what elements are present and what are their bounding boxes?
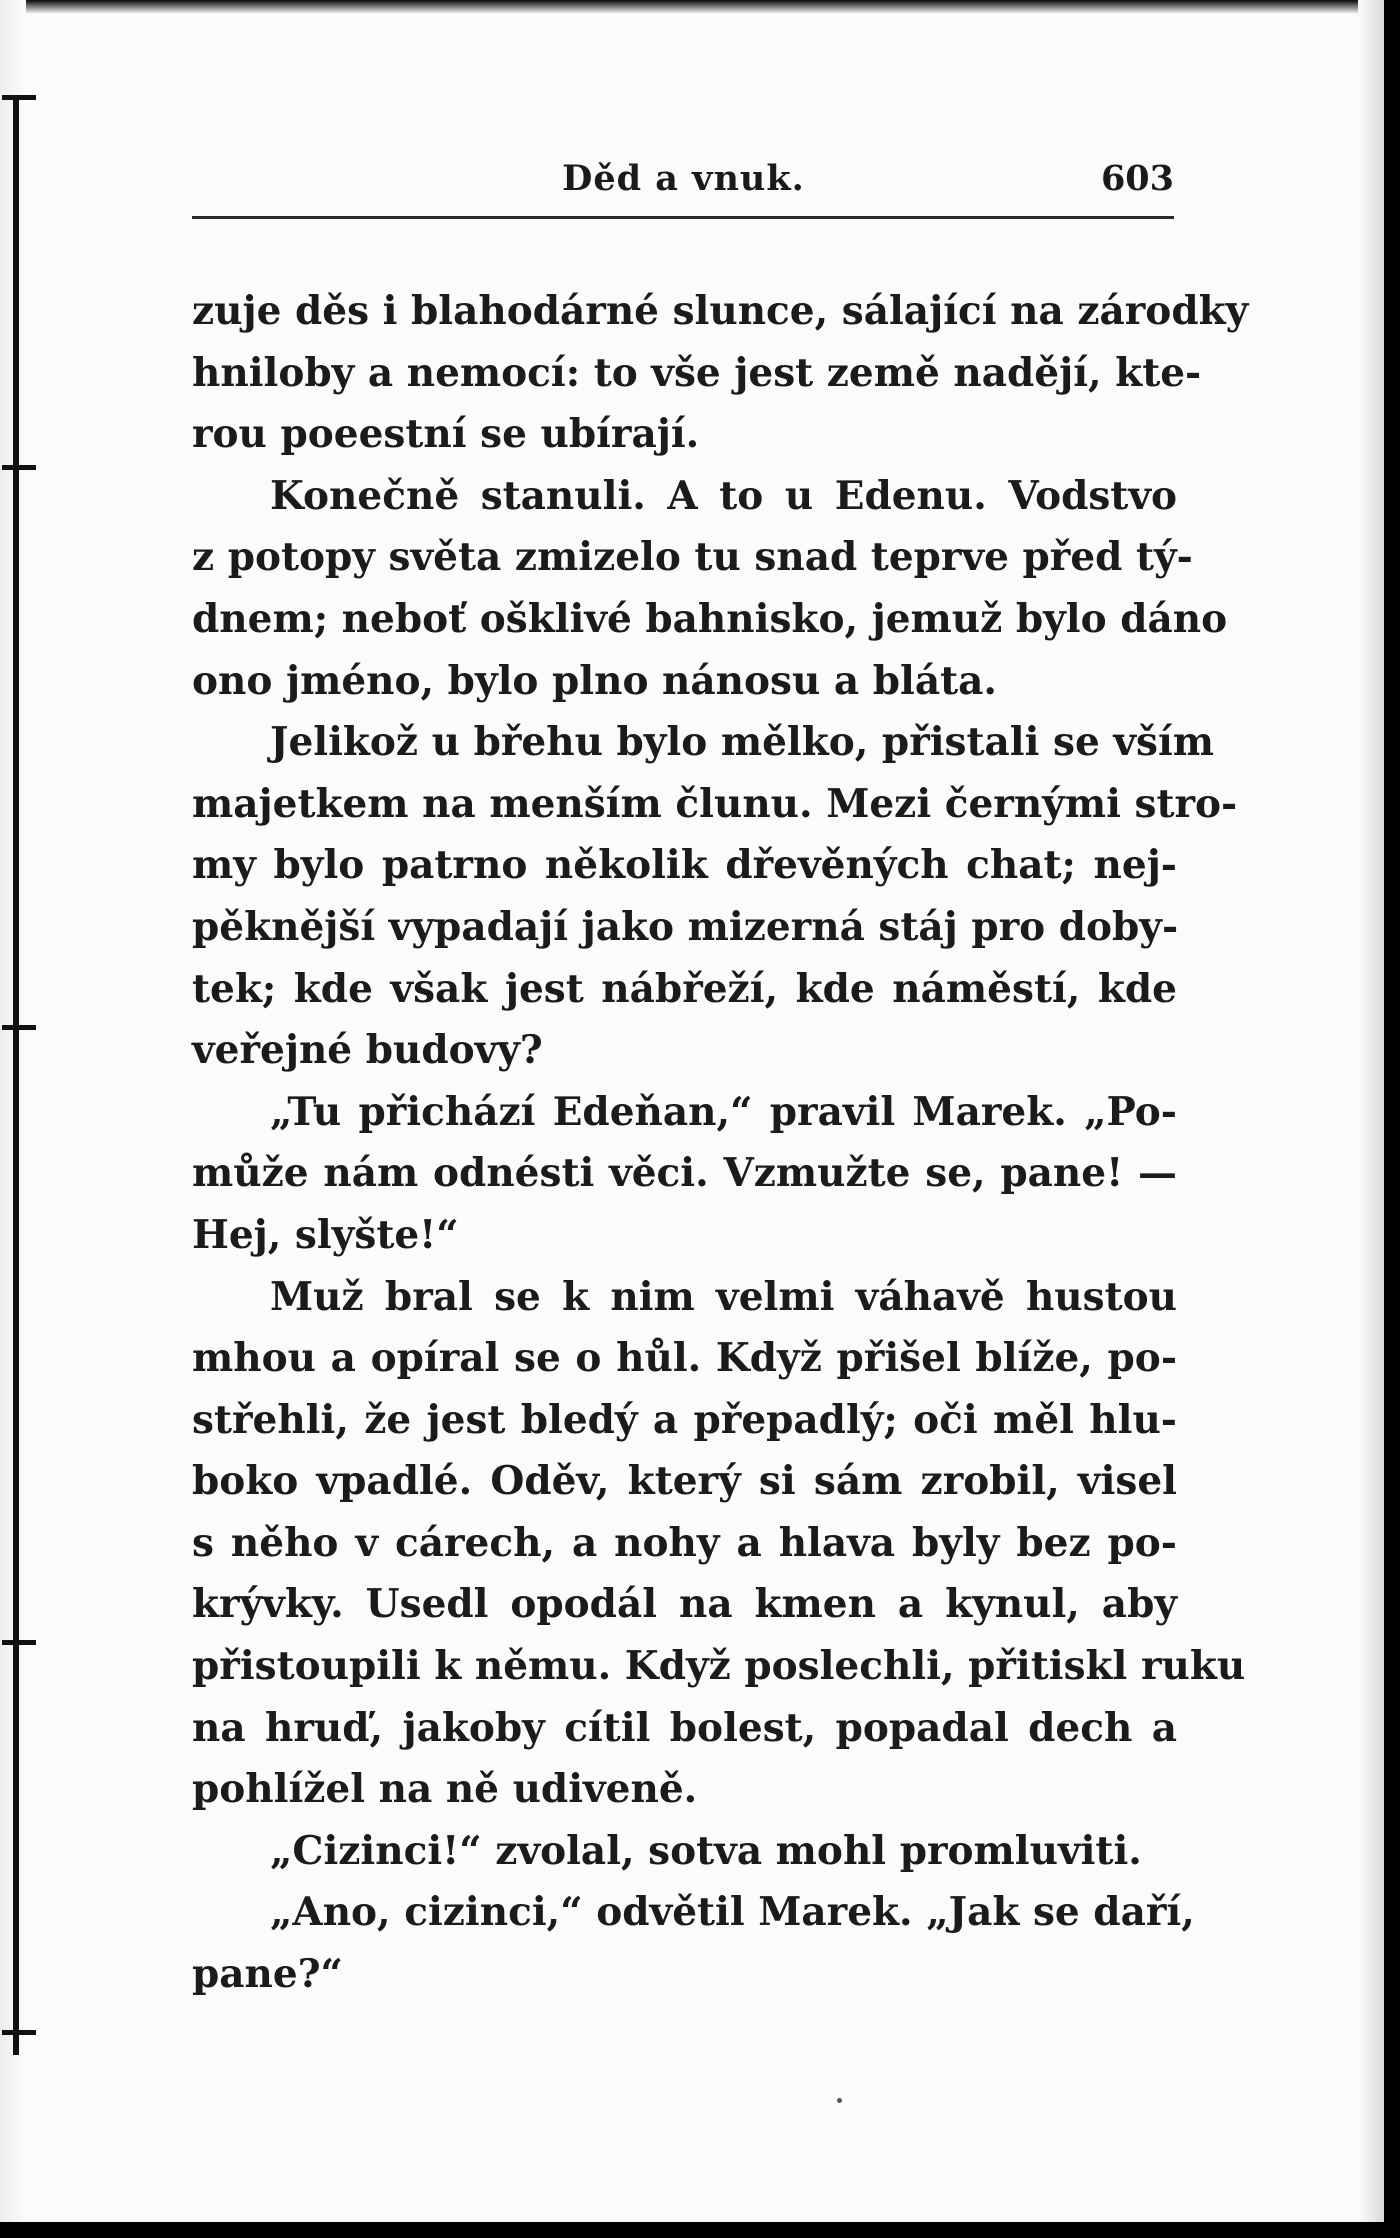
text-line: pěknější vypadají jako mizerná stáj pro doby- bbox=[192, 903, 1179, 950]
binding-mark bbox=[2, 2030, 36, 2035]
header-rule bbox=[192, 216, 1174, 219]
binding-mark bbox=[2, 1025, 36, 1030]
binding-edge bbox=[13, 95, 19, 2055]
text-line: rou poeestní se ubírají. bbox=[192, 411, 700, 458]
text-line: z potopy světa zmizelo tu snad teprve před tý- bbox=[192, 534, 1193, 581]
text-line: střehli, že jest bledý a přepadlý; oči měl hlu- bbox=[192, 1396, 1177, 1443]
text-line: krývky. Usedl opodál na kmen a kynul, aby bbox=[192, 1581, 1177, 1628]
text-line: majetkem na menším člunu. Mezi černými stro- bbox=[192, 780, 1238, 827]
paper-speck bbox=[837, 2098, 842, 2103]
text-line: na hruď, jakoby cítil bolest, popadal dech a bbox=[192, 1704, 1177, 1751]
text-line: pane?“ bbox=[192, 1951, 343, 1998]
text-line: tek; kde však jest nábřeží, kde náměstí, kde bbox=[192, 965, 1177, 1012]
running-title: Děd a vnuk. bbox=[562, 158, 805, 199]
text-line: s něho v cárech, a nohy a hlava byly bez po- bbox=[192, 1519, 1177, 1566]
text-line: může nám odnésti věci. Vzmužte se, pane! — bbox=[192, 1150, 1177, 1197]
text-line: Hej, slyšte!“ bbox=[192, 1211, 459, 1258]
text-line: přistoupili k němu. Když poslechli, přitiskl ruku bbox=[192, 1643, 1246, 1690]
text-line: Jelikož u břehu bylo mělko, přistali se vším bbox=[270, 719, 1215, 766]
page-right-edge bbox=[1358, 0, 1384, 2222]
text-line: zuje děs i blahodárné slunce, sálající na zárodky bbox=[192, 288, 1249, 334]
text-line: veřejné budovy? bbox=[192, 1027, 543, 1074]
text-line: Muž bral se k nim velmi váhavě hustou bbox=[270, 1273, 1177, 1320]
text-line: „Tu přichází Edeňan,“ pravil Marek. „Po- bbox=[270, 1088, 1177, 1135]
text-line: dnem; neboť ošklivé bahnisko, jemuž bylo dáno bbox=[192, 595, 1228, 642]
binding-mark bbox=[2, 465, 36, 470]
page-top-edge bbox=[0, 0, 1384, 14]
text-line: pohlížel na ně udiveně. bbox=[192, 1766, 698, 1813]
text-line: boko vpadlé. Oděv, který si sám zrobil, visel bbox=[192, 1458, 1177, 1505]
text-line: „Ano, cizinci,“ odvětil Marek. „Jak se daří, bbox=[270, 1889, 1195, 1936]
text-line: Konečně stanuli. A to u Edenu. Vodstvo bbox=[270, 472, 1177, 519]
text-line: „Cizinci!“ zvolal, sotva mohl promluviti. bbox=[270, 1827, 1142, 1874]
text-line: mhou a opíral se o hůl. Když přišel blíže, po- bbox=[192, 1335, 1177, 1382]
page-header bbox=[192, 154, 1174, 204]
binding-mark bbox=[2, 1640, 36, 1645]
body-text bbox=[192, 281, 1249, 2006]
binding-mark bbox=[2, 95, 36, 100]
text-line: my bylo patrno několik dřevěných chat; nej- bbox=[192, 842, 1177, 889]
page-number: 603 bbox=[1100, 158, 1174, 199]
text-line: ono jméno, bylo plno nánosu a bláta. bbox=[192, 657, 997, 704]
text-line: hniloby a nemocí: to vše jest země nadějí, kte- bbox=[192, 349, 1202, 396]
